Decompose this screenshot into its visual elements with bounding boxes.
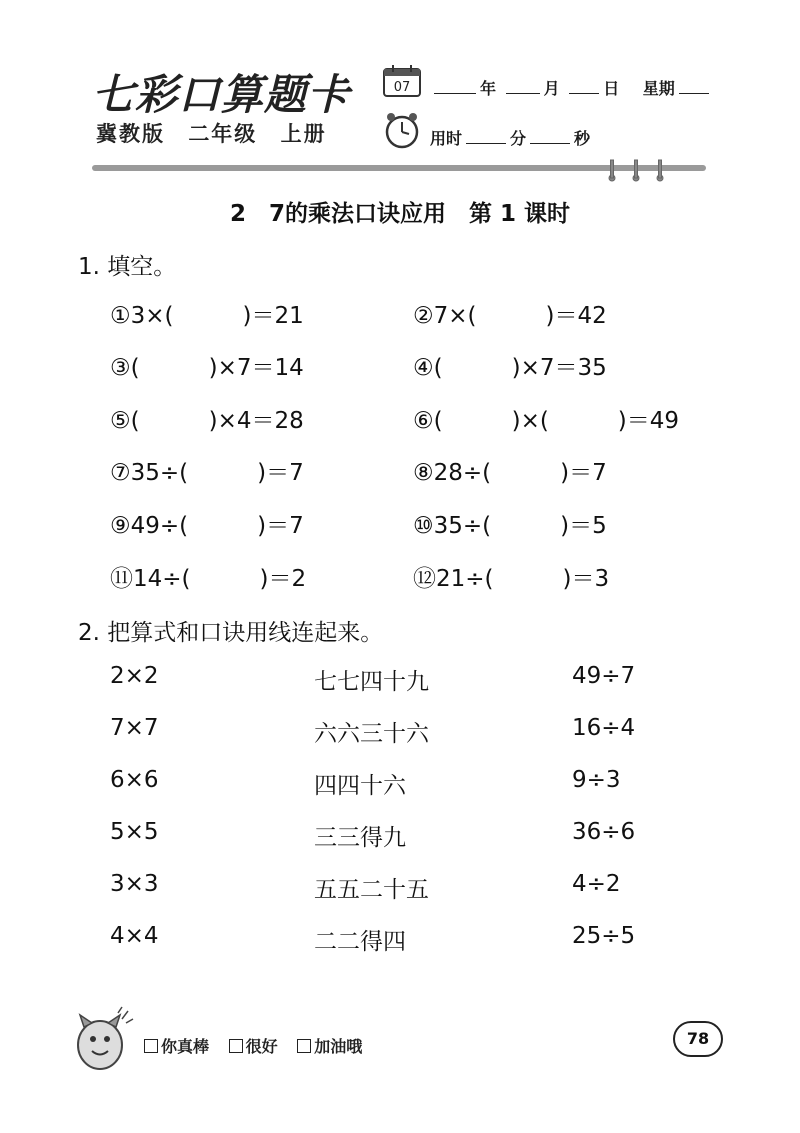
lesson-title: 2 7的乘法口诀应用 第 1 课时 <box>229 201 571 227</box>
div-expression[interactable]: 9÷3 <box>572 767 621 793</box>
edition-publisher: 冀教版 <box>96 122 165 146</box>
checkbox-icon[interactable] <box>229 1039 243 1053</box>
year-label: 年 <box>480 79 497 98</box>
mul-expression[interactable]: 2×2 <box>110 663 159 689</box>
div-expression[interactable]: 4÷2 <box>572 871 621 897</box>
div-expression[interactable]: 25÷5 <box>572 923 636 949</box>
eval-option-great[interactable]: 你真棒 <box>144 1037 209 1056</box>
brand-title: 七彩口算题卡 <box>92 70 351 119</box>
edition-line <box>96 118 341 148</box>
time-used-label: 用时 <box>430 129 463 148</box>
minute-blank[interactable] <box>466 129 506 144</box>
rhyme-item[interactable]: 四四十六 <box>314 773 406 799</box>
rhyme-item[interactable]: 五五二十五 <box>314 877 429 903</box>
alarm-clock-icon <box>382 110 422 150</box>
edition-volume: 上册 <box>280 122 327 146</box>
weekday-label: 星期 <box>642 79 675 98</box>
mul-expression[interactable]: 3×3 <box>110 871 159 897</box>
second-blank[interactable] <box>530 129 570 144</box>
fill-item-2[interactable]: ②7×( )＝42 <box>413 303 607 329</box>
section1-title: 1. 填空。 <box>78 254 177 280</box>
div-expression[interactable]: 36÷6 <box>572 819 636 845</box>
mul-expression[interactable]: 4×4 <box>110 923 159 949</box>
calendar-icon <box>382 64 422 98</box>
minute-label: 分 <box>510 129 527 148</box>
fill-item-4[interactable]: ④( )×7＝35 <box>413 355 607 381</box>
day-blank[interactable] <box>569 79 599 94</box>
binder-pins-icon <box>604 158 668 182</box>
rhyme-item[interactable]: 六六三十六 <box>314 721 429 747</box>
fill-item-7[interactable]: ⑦35÷( )＝7 <box>110 460 304 486</box>
rhyme-item[interactable]: 七七四十九 <box>314 669 429 695</box>
month-blank[interactable] <box>506 79 540 94</box>
page-number: 78 <box>673 1021 723 1057</box>
checkbox-icon[interactable] <box>297 1039 311 1053</box>
div-expression[interactable]: 16÷4 <box>572 715 636 741</box>
mascot-icon <box>70 1005 136 1073</box>
rhyme-item[interactable]: 二二得四 <box>314 929 406 955</box>
section2-title: 2. 把算式和口诀用线连起来。 <box>78 620 384 646</box>
day-label: 日 <box>603 79 620 98</box>
fill-item-11[interactable]: ⑪14÷( )＝2 <box>110 566 307 592</box>
div-expression[interactable]: 49÷7 <box>572 663 636 689</box>
checkbox-icon[interactable] <box>144 1039 158 1053</box>
date-fields <box>430 76 713 99</box>
fill-item-9[interactable]: ⑨49÷( )＝7 <box>110 513 304 539</box>
fill-item-1[interactable]: ①3×( )＝21 <box>110 303 304 329</box>
weekday-blank[interactable] <box>679 79 709 94</box>
second-label: 秒 <box>574 129 591 148</box>
calendar-day-text: 07 <box>393 80 411 95</box>
mul-expression[interactable]: 7×7 <box>110 715 159 741</box>
fill-item-3[interactable]: ③( )×7＝14 <box>110 355 304 381</box>
fill-item-5[interactable]: ⑤( )×4＝28 <box>110 408 304 434</box>
eval-option-good[interactable]: 很好 <box>229 1037 278 1056</box>
edition-grade: 二年级 <box>188 122 258 146</box>
fill-item-10[interactable]: ⑩35÷( )＝5 <box>413 513 607 539</box>
self-evaluation <box>144 1034 376 1057</box>
month-label: 月 <box>543 79 560 98</box>
eval-option-keep-going[interactable]: 加油哦 <box>297 1037 362 1056</box>
mul-expression[interactable]: 6×6 <box>110 767 159 793</box>
fill-item-8[interactable]: ⑧28÷( )＝7 <box>413 460 607 486</box>
time-fields <box>430 126 590 149</box>
fill-item-6[interactable]: ⑥( )×( )＝49 <box>413 408 680 434</box>
rhyme-item[interactable]: 三三得九 <box>314 825 406 851</box>
year-blank[interactable] <box>434 79 476 94</box>
fill-item-12[interactable]: ⑫21÷( )＝3 <box>413 566 610 592</box>
mul-expression[interactable]: 5×5 <box>110 819 159 845</box>
